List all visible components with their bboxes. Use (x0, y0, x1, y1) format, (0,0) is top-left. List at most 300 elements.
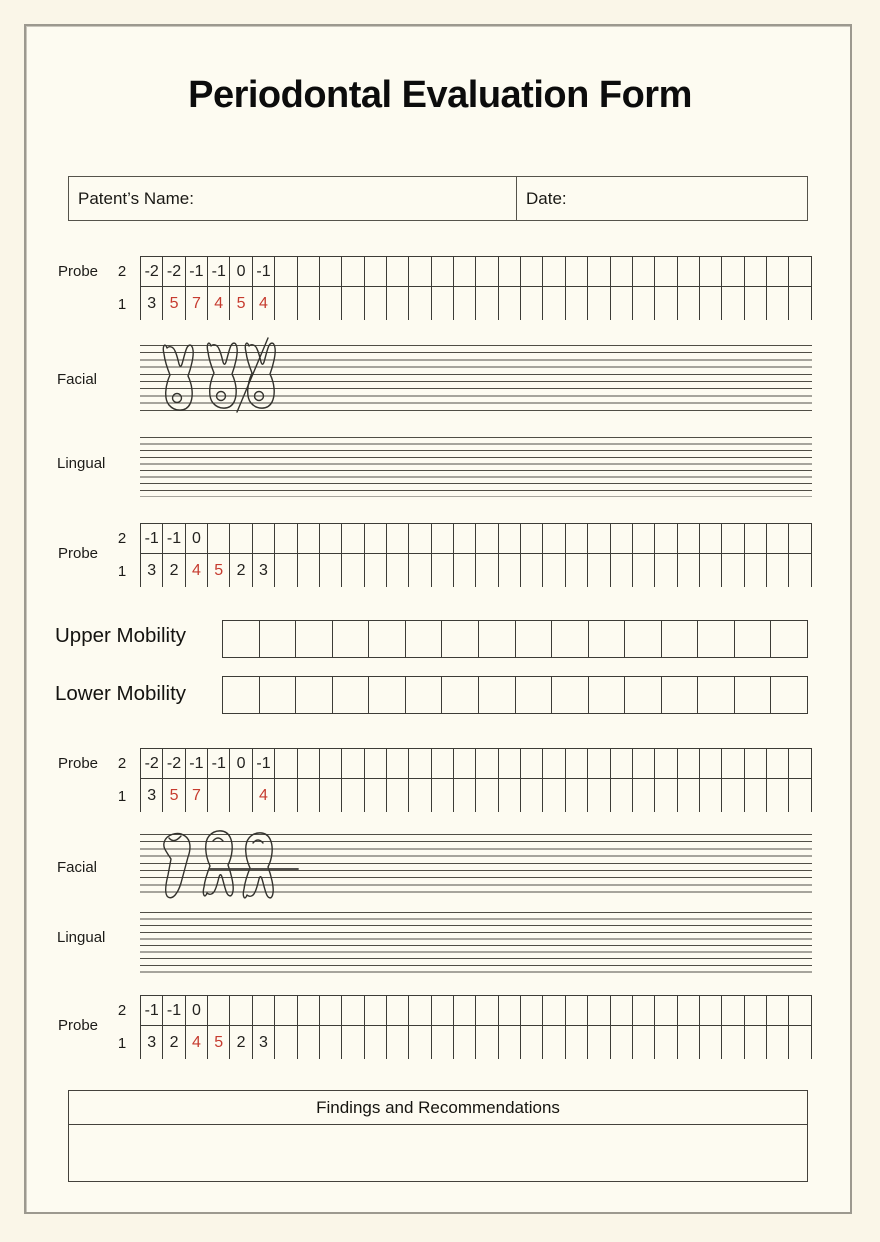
probe-cell[interactable] (722, 287, 744, 320)
probe-cell[interactable] (499, 524, 521, 553)
probe-cell[interactable] (476, 524, 498, 553)
probe-cell[interactable]: 5 (163, 287, 185, 320)
probe-cell[interactable] (767, 554, 789, 587)
probe-cell[interactable]: 0 (230, 257, 252, 286)
mobility-cell[interactable] (442, 677, 479, 713)
lingual-chart-upper (140, 437, 812, 497)
probe-cell[interactable] (767, 257, 789, 286)
probe-cell[interactable] (476, 257, 498, 286)
probe-cell[interactable] (275, 1026, 297, 1059)
probe-cell[interactable] (499, 1026, 521, 1059)
probe-cell[interactable]: -1 (186, 749, 208, 778)
probe-cell[interactable] (476, 749, 498, 778)
probe-cell[interactable]: 0 (186, 524, 208, 553)
facial-label: Facial (57, 859, 98, 876)
probe-cell[interactable] (275, 996, 297, 1025)
probe-cell[interactable] (543, 1026, 565, 1059)
probe-row1-label: 1 (117, 1035, 127, 1052)
probe-cell[interactable] (566, 1026, 588, 1059)
probe-cell[interactable] (521, 779, 543, 812)
probe-cell[interactable] (409, 1026, 431, 1059)
probe-cell[interactable] (767, 749, 789, 778)
probe-cell[interactable] (678, 779, 700, 812)
probe-cell[interactable]: 4 (253, 779, 275, 812)
probe-cell[interactable] (476, 287, 498, 320)
probe-cell[interactable]: -2 (141, 257, 163, 286)
mobility-cell[interactable] (260, 677, 297, 713)
probe-cell[interactable] (789, 554, 811, 587)
probe-cell[interactable] (678, 524, 700, 553)
mobility-cell[interactable] (296, 621, 333, 657)
probe-cell[interactable] (700, 749, 722, 778)
probe-cell[interactable] (499, 257, 521, 286)
probe-cell[interactable] (655, 749, 677, 778)
probe-cell[interactable]: 3 (141, 287, 163, 320)
probe-cell[interactable] (499, 749, 521, 778)
mobility-cell[interactable] (406, 677, 443, 713)
mobility-cell[interactable] (516, 621, 553, 657)
probe-cell[interactable] (655, 996, 677, 1025)
probe-cell[interactable] (387, 524, 409, 553)
date-label: Date: (526, 188, 567, 208)
probe-cell[interactable] (253, 524, 275, 553)
probe-cell[interactable] (700, 257, 722, 286)
probe-cell[interactable] (566, 554, 588, 587)
probe-cell[interactable]: -1 (208, 749, 230, 778)
mobility-cell[interactable] (625, 621, 662, 657)
probe-cell[interactable] (655, 524, 677, 553)
mobility-cell[interactable] (735, 621, 772, 657)
probe-cell[interactable] (767, 287, 789, 320)
probe-cell[interactable] (454, 996, 476, 1025)
probe-cell[interactable] (767, 524, 789, 553)
mobility-cell[interactable] (735, 677, 772, 713)
probe-cell[interactable] (208, 524, 230, 553)
probe-cell[interactable] (611, 779, 633, 812)
probe-row (140, 554, 812, 587)
probe-cell[interactable] (745, 996, 767, 1025)
probe-cell[interactable] (320, 524, 342, 553)
probe-cell[interactable] (543, 779, 565, 812)
probe-cell[interactable]: 5 (208, 1026, 230, 1059)
probe-cell[interactable]: -2 (163, 749, 185, 778)
mobility-cell[interactable] (369, 621, 406, 657)
mobility-cell[interactable] (223, 621, 260, 657)
probe-cell[interactable] (655, 554, 677, 587)
probe-cell[interactable] (521, 996, 543, 1025)
mobility-cell[interactable] (369, 677, 406, 713)
probe-cell[interactable] (342, 524, 364, 553)
probe-cell[interactable] (365, 554, 387, 587)
probe-cell[interactable] (700, 287, 722, 320)
probe-cell[interactable] (767, 996, 789, 1025)
probe-cell[interactable] (320, 996, 342, 1025)
probe-cell[interactable] (365, 1026, 387, 1059)
probe-cell[interactable] (543, 524, 565, 553)
probe-cell[interactable] (454, 779, 476, 812)
probe-cell[interactable]: 4 (253, 287, 275, 320)
probe-cell[interactable] (409, 749, 431, 778)
probe-cell[interactable] (253, 996, 275, 1025)
probe-cell[interactable]: 4 (186, 1026, 208, 1059)
probe-section-upper-facial (0, 256, 880, 322)
probe-cell[interactable] (611, 257, 633, 286)
probe-grid (140, 256, 812, 320)
probe-cell[interactable] (722, 749, 744, 778)
probe-cell[interactable] (745, 257, 767, 286)
probe-cell[interactable] (521, 554, 543, 587)
lower-mobility-label: Lower Mobility (55, 682, 187, 705)
probe-cell[interactable] (387, 287, 409, 320)
probe-cell[interactable] (208, 996, 230, 1025)
probe-cell[interactable] (342, 996, 364, 1025)
lower-mobility-grid (222, 676, 808, 714)
probe-cell[interactable] (342, 554, 364, 587)
probe-cell[interactable] (230, 524, 252, 553)
probe-cell[interactable] (588, 1026, 610, 1059)
probe-cell[interactable] (633, 287, 655, 320)
findings-title: Findings and Recommendations (69, 1091, 807, 1125)
probe-cell[interactable]: 5 (230, 287, 252, 320)
probe-cell[interactable] (476, 1026, 498, 1059)
probe-cell[interactable] (745, 1026, 767, 1059)
probe-cell[interactable] (298, 524, 320, 553)
probe-cell[interactable] (320, 287, 342, 320)
date-field[interactable] (516, 177, 807, 220)
probe-cell[interactable]: 4 (208, 287, 230, 320)
probe-row (140, 995, 812, 1026)
probe-cell[interactable] (365, 524, 387, 553)
probe-cell[interactable] (454, 554, 476, 587)
probe-cell[interactable]: 2 (230, 1026, 252, 1059)
probe-cell[interactable] (700, 524, 722, 553)
probe-cell[interactable]: 0 (186, 996, 208, 1025)
probe-cell[interactable] (633, 524, 655, 553)
probe-cell[interactable] (566, 257, 588, 286)
probe-cell[interactable] (275, 524, 297, 553)
probe-cell[interactable] (320, 257, 342, 286)
mobility-cell[interactable] (333, 677, 370, 713)
probe-cell[interactable] (678, 996, 700, 1025)
probe-cell[interactable] (655, 257, 677, 286)
probe-cell[interactable] (342, 1026, 364, 1059)
probe-cell[interactable] (566, 779, 588, 812)
probe-cell[interactable] (298, 749, 320, 778)
probe-cell[interactable] (432, 1026, 454, 1059)
probe-cell[interactable]: -1 (141, 996, 163, 1025)
probe-cell[interactable] (566, 287, 588, 320)
probe-cell[interactable] (387, 257, 409, 286)
probe-cell[interactable]: -1 (141, 524, 163, 553)
probe-cell[interactable] (320, 1026, 342, 1059)
probe-cell[interactable]: -1 (208, 257, 230, 286)
probe-cell[interactable] (543, 257, 565, 286)
probe-row2-label: 2 (117, 263, 127, 280)
mobility-cell[interactable] (625, 677, 662, 713)
probe-row (140, 256, 812, 287)
probe-cell[interactable] (454, 287, 476, 320)
probe-cell[interactable] (611, 554, 633, 587)
probe-cell[interactable] (387, 779, 409, 812)
probe-cell[interactable] (432, 749, 454, 778)
probe-cell[interactable] (566, 749, 588, 778)
probe-cell[interactable] (633, 996, 655, 1025)
probe-cell[interactable] (633, 257, 655, 286)
mobility-cell[interactable] (771, 621, 807, 657)
probe-cell[interactable] (409, 779, 431, 812)
probe-cell[interactable] (722, 554, 744, 587)
probe-cell[interactable] (588, 257, 610, 286)
probe-cell[interactable] (275, 554, 297, 587)
probe-cell[interactable] (543, 287, 565, 320)
probe-cell[interactable] (476, 779, 498, 812)
patient-info-box (68, 176, 808, 221)
probe-row (140, 523, 812, 554)
probe-cell[interactable] (454, 749, 476, 778)
probe-cell[interactable]: -2 (141, 749, 163, 778)
probe-cell[interactable] (745, 554, 767, 587)
mobility-cell[interactable] (516, 677, 553, 713)
probe-cell[interactable] (476, 996, 498, 1025)
mobility-cell[interactable] (260, 621, 297, 657)
probe-cell[interactable] (633, 749, 655, 778)
probe-cell[interactable]: -2 (163, 257, 185, 286)
mobility-cell[interactable] (479, 677, 516, 713)
probe-cell[interactable] (432, 257, 454, 286)
probe-cell[interactable] (789, 779, 811, 812)
probe-cell[interactable] (365, 257, 387, 286)
patient-name-field[interactable] (69, 177, 516, 220)
probe-cell[interactable] (342, 779, 364, 812)
mobility-cell[interactable] (552, 621, 589, 657)
probe-cell[interactable]: 5 (163, 779, 185, 812)
page-title: Periodontal Evaluation Form (188, 74, 692, 116)
probe-cell[interactable] (789, 524, 811, 553)
probe-cell[interactable]: 5 (208, 554, 230, 587)
probe-cell[interactable] (745, 524, 767, 553)
mobility-cell[interactable] (771, 677, 807, 713)
probe-cell[interactable] (320, 779, 342, 812)
mobility-cell[interactable] (406, 621, 443, 657)
mobility-cell[interactable] (589, 677, 626, 713)
probe-cell[interactable]: 7 (186, 779, 208, 812)
probe-label: Probe (58, 545, 99, 562)
probe-cell[interactable] (320, 749, 342, 778)
probe-cell[interactable] (655, 1026, 677, 1059)
lingual-chart-lower (140, 912, 812, 974)
probe-cell[interactable] (767, 779, 789, 812)
probe-cell[interactable] (275, 779, 297, 812)
probe-cell[interactable] (521, 287, 543, 320)
mobility-cell[interactable] (442, 621, 479, 657)
probe-cell[interactable] (700, 554, 722, 587)
mobility-cell[interactable] (662, 621, 699, 657)
probe-cell[interactable] (633, 554, 655, 587)
probe-cell[interactable] (298, 996, 320, 1025)
probe-cell[interactable] (499, 287, 521, 320)
probe-cell[interactable] (678, 257, 700, 286)
mobility-cell[interactable] (698, 677, 735, 713)
mobility-cell[interactable] (479, 621, 516, 657)
probe-cell[interactable]: 4 (186, 554, 208, 587)
probe-cell[interactable] (588, 524, 610, 553)
probe-cell[interactable] (611, 749, 633, 778)
probe-cell[interactable] (678, 749, 700, 778)
probe-cell[interactable] (275, 749, 297, 778)
mobility-cell[interactable] (698, 621, 735, 657)
probe-cell[interactable] (499, 779, 521, 812)
probe-cell[interactable] (789, 257, 811, 286)
mobility-cell[interactable] (589, 621, 626, 657)
probe-cell[interactable] (298, 779, 320, 812)
probe-cell[interactable] (745, 287, 767, 320)
probe-cell[interactable] (499, 996, 521, 1025)
probe-cell[interactable] (700, 996, 722, 1025)
probe-cell[interactable]: 3 (141, 1026, 163, 1059)
probe-cell[interactable] (521, 749, 543, 778)
probe-row2-label: 2 (117, 530, 127, 547)
probe-cell[interactable]: -1 (253, 257, 275, 286)
probe-cell[interactable] (409, 996, 431, 1025)
probe-cell[interactable] (298, 287, 320, 320)
probe-cell[interactable]: -1 (163, 524, 185, 553)
probe-cell[interactable] (387, 554, 409, 587)
probe-cell[interactable] (365, 749, 387, 778)
probe-cell[interactable] (298, 257, 320, 286)
probe-cell[interactable]: 3 (141, 779, 163, 812)
probe-cell[interactable] (365, 287, 387, 320)
probe-cell[interactable] (387, 996, 409, 1025)
probe-cell[interactable] (722, 257, 744, 286)
probe-cell[interactable] (409, 524, 431, 553)
probe-cell[interactable] (432, 287, 454, 320)
probe-cell[interactable] (566, 524, 588, 553)
probe-cell[interactable]: 7 (186, 287, 208, 320)
probe-cell[interactable] (767, 1026, 789, 1059)
probe-cell[interactable] (275, 287, 297, 320)
probe-cell[interactable] (275, 257, 297, 286)
mobility-cell[interactable] (333, 621, 370, 657)
probe-cell[interactable] (745, 749, 767, 778)
patient-name-label: Patent’s Name: (78, 188, 194, 208)
mobility-cell[interactable] (296, 677, 333, 713)
probe-cell[interactable] (432, 779, 454, 812)
probe-cell[interactable]: 3 (253, 554, 275, 587)
probe-cell[interactable] (722, 996, 744, 1025)
probe-cell[interactable] (789, 1026, 811, 1059)
mobility-cell[interactable] (552, 677, 589, 713)
probe-cell[interactable] (521, 1026, 543, 1059)
probe-cell[interactable] (409, 287, 431, 320)
probe-cell[interactable] (298, 554, 320, 587)
probe-cell[interactable] (588, 287, 610, 320)
probe-cell[interactable] (342, 749, 364, 778)
probe-cell[interactable]: -1 (163, 996, 185, 1025)
probe-cell[interactable] (700, 779, 722, 812)
probe-cell[interactable] (588, 779, 610, 812)
probe-cell[interactable] (588, 554, 610, 587)
probe-label: Probe (58, 1017, 99, 1034)
probe-cell[interactable]: 0 (230, 749, 252, 778)
probe-cell[interactable] (230, 996, 252, 1025)
probe-cell[interactable] (387, 1026, 409, 1059)
probe-cell[interactable] (342, 287, 364, 320)
mobility-cell[interactable] (223, 677, 260, 713)
probe-cell[interactable] (588, 996, 610, 1025)
probe-grid (140, 748, 812, 812)
probe-cell[interactable] (454, 524, 476, 553)
probe-cell[interactable] (320, 554, 342, 587)
probe-cell[interactable] (611, 287, 633, 320)
probe-cell[interactable]: -1 (186, 257, 208, 286)
probe-cell[interactable] (655, 287, 677, 320)
probe-cell[interactable] (789, 996, 811, 1025)
probe-cell[interactable] (543, 996, 565, 1025)
probe-cell[interactable] (678, 287, 700, 320)
probe-cell[interactable] (208, 779, 230, 812)
probe-grid (140, 523, 812, 587)
probe-cell[interactable] (745, 779, 767, 812)
probe-cell[interactable] (432, 524, 454, 553)
probe-cell[interactable] (678, 554, 700, 587)
probe-cell[interactable] (521, 524, 543, 553)
probe-cell[interactable] (633, 1026, 655, 1059)
probe-cell[interactable] (409, 554, 431, 587)
probe-cell[interactable] (521, 257, 543, 286)
probe-row2-label: 2 (117, 1002, 127, 1019)
probe-cell[interactable] (365, 996, 387, 1025)
probe-cell[interactable] (566, 996, 588, 1025)
probe-cell[interactable] (499, 554, 521, 587)
probe-cell[interactable] (230, 779, 252, 812)
probe-cell[interactable] (298, 1026, 320, 1059)
probe-cell[interactable] (700, 1026, 722, 1059)
probe-cell[interactable] (722, 1026, 744, 1059)
probe-cell[interactable] (789, 749, 811, 778)
probe-cell[interactable] (722, 779, 744, 812)
probe-cell[interactable]: 3 (253, 1026, 275, 1059)
probe-cell[interactable]: 2 (230, 554, 252, 587)
probe-cell[interactable] (543, 554, 565, 587)
probe-cell[interactable] (476, 554, 498, 587)
probe-cell[interactable] (722, 524, 744, 553)
probe-cell[interactable] (387, 749, 409, 778)
probe-cell[interactable] (543, 749, 565, 778)
probe-cell[interactable] (432, 554, 454, 587)
probe-cell[interactable] (611, 1026, 633, 1059)
probe-cell[interactable] (633, 779, 655, 812)
probe-cell[interactable] (678, 1026, 700, 1059)
probe-cell[interactable] (588, 749, 610, 778)
probe-cell[interactable] (454, 257, 476, 286)
probe-cell[interactable] (432, 996, 454, 1025)
probe-cell[interactable] (342, 257, 364, 286)
probe-cell[interactable] (365, 779, 387, 812)
probe-cell[interactable] (611, 524, 633, 553)
probe-cell[interactable] (789, 287, 811, 320)
probe-label: Probe (58, 755, 99, 772)
probe-cell[interactable] (409, 257, 431, 286)
probe-cell[interactable]: 3 (141, 554, 163, 587)
probe-cell[interactable]: 2 (163, 554, 185, 587)
probe-cell[interactable]: -1 (253, 749, 275, 778)
probe-cell[interactable] (655, 779, 677, 812)
probe-cell[interactable]: 2 (163, 1026, 185, 1059)
probe-cell[interactable] (611, 996, 633, 1025)
probe-cell[interactable] (454, 1026, 476, 1059)
mobility-cell[interactable] (662, 677, 699, 713)
findings-input-area[interactable] (69, 1125, 807, 1179)
